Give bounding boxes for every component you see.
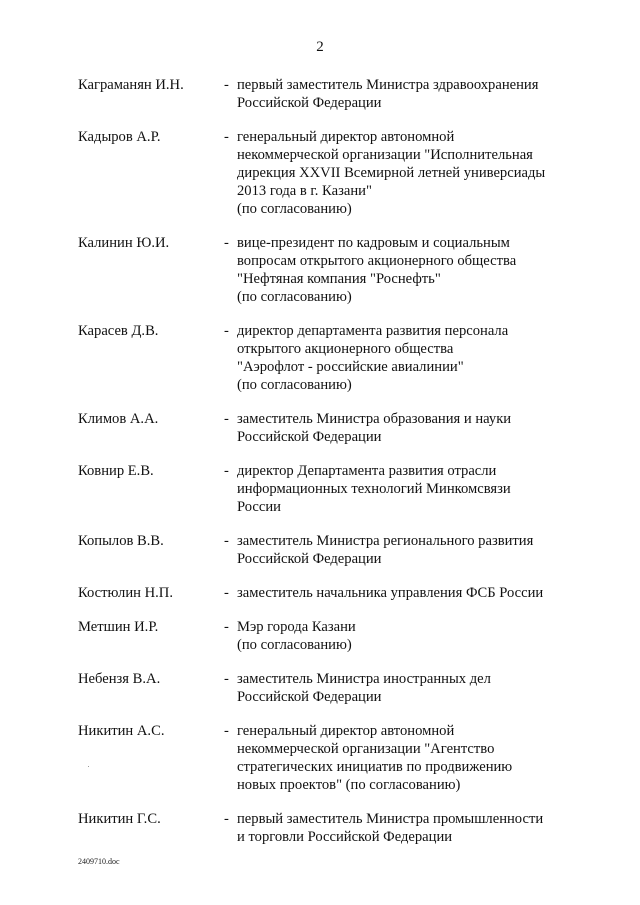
list-item xyxy=(78,234,578,306)
member-name: Каграманян И.Н. xyxy=(78,77,184,93)
separator-dash: - xyxy=(224,77,229,93)
member-name: Костюлин Н.П. xyxy=(78,585,173,601)
member-name: Кадыров А.Р. xyxy=(78,129,161,145)
list-item xyxy=(78,722,578,794)
member-name: Никитин А.С. xyxy=(78,723,165,739)
separator-dash: - xyxy=(224,619,229,635)
separator-dash: - xyxy=(224,671,229,687)
list-item xyxy=(78,618,578,654)
list-item xyxy=(78,410,578,446)
list-item xyxy=(78,128,578,218)
separator-dash: - xyxy=(224,533,229,549)
member-name: Ковнир Е.В. xyxy=(78,463,154,479)
separator-dash: - xyxy=(224,235,229,251)
separator-dash: - xyxy=(224,411,229,427)
separator-dash: - xyxy=(224,811,229,827)
member-name: Климов А.А. xyxy=(78,411,159,427)
separator-dash: - xyxy=(224,129,229,145)
member-position: Мэр города Казани (по согласованию) xyxy=(237,619,356,653)
list-item xyxy=(78,322,578,394)
scan-speck xyxy=(88,766,89,767)
list-item xyxy=(78,584,578,602)
list-item xyxy=(78,810,578,846)
member-position: заместитель Министра образования и науки Российской Федерации xyxy=(237,411,512,445)
member-name: Копылов В.В. xyxy=(78,533,164,549)
member-name: Метшин И.Р. xyxy=(78,619,159,635)
page-number: 2 xyxy=(316,39,324,55)
list-item xyxy=(78,670,578,706)
member-position: первый заместитель Министра здравоохранения Российской Федерации xyxy=(237,77,539,111)
member-position: директор департамента развития персонала открытого акционерного общества "Аэрофлот - российские авиалинии" (по согласованию) xyxy=(237,323,509,393)
list-item xyxy=(78,462,578,516)
member-position: генеральный директор автономной некоммерческой организации "Исполнительная дирекция XXVII Всемирной летней универсиады 2013 года в г. Казани" (по согласованию) xyxy=(237,129,546,217)
separator-dash: - xyxy=(224,585,229,601)
member-position: заместитель Министра иностранных дел Российской Федерации xyxy=(237,671,491,705)
member-list xyxy=(78,76,578,846)
member-position: заместитель начальника управления ФСБ России xyxy=(237,585,544,601)
member-name: Калинин Ю.И. xyxy=(78,235,170,251)
member-position: заместитель Министра регионального развития Российской Федерации xyxy=(237,533,534,567)
separator-dash: - xyxy=(224,463,229,479)
member-position: директор Департамента развития отрасли информационных технологий Минкомсвязи России xyxy=(237,463,511,515)
member-name: Небензя В.А. xyxy=(78,671,161,687)
member-name: Никитин Г.С. xyxy=(78,811,161,827)
separator-dash: - xyxy=(224,323,229,339)
member-position: первый заместитель Министра промышленности и торговли Российской Федерации xyxy=(237,811,544,845)
member-position: генеральный директор автономной некоммерческой организации "Агентство стратегических инициатив по продвижению новых проектов" (по согласованию) xyxy=(237,723,513,793)
list-item xyxy=(78,76,578,112)
separator-dash: - xyxy=(224,723,229,739)
member-name: Карасев Д.В. xyxy=(78,323,159,339)
member-position: вице-президент по кадровым и социальным вопросам открытого акционерного общества "Нефтяная компания "Роснефть" (по согласованию) xyxy=(237,235,517,305)
document-filename: 2409710.doc xyxy=(78,857,120,866)
list-item xyxy=(78,532,578,568)
